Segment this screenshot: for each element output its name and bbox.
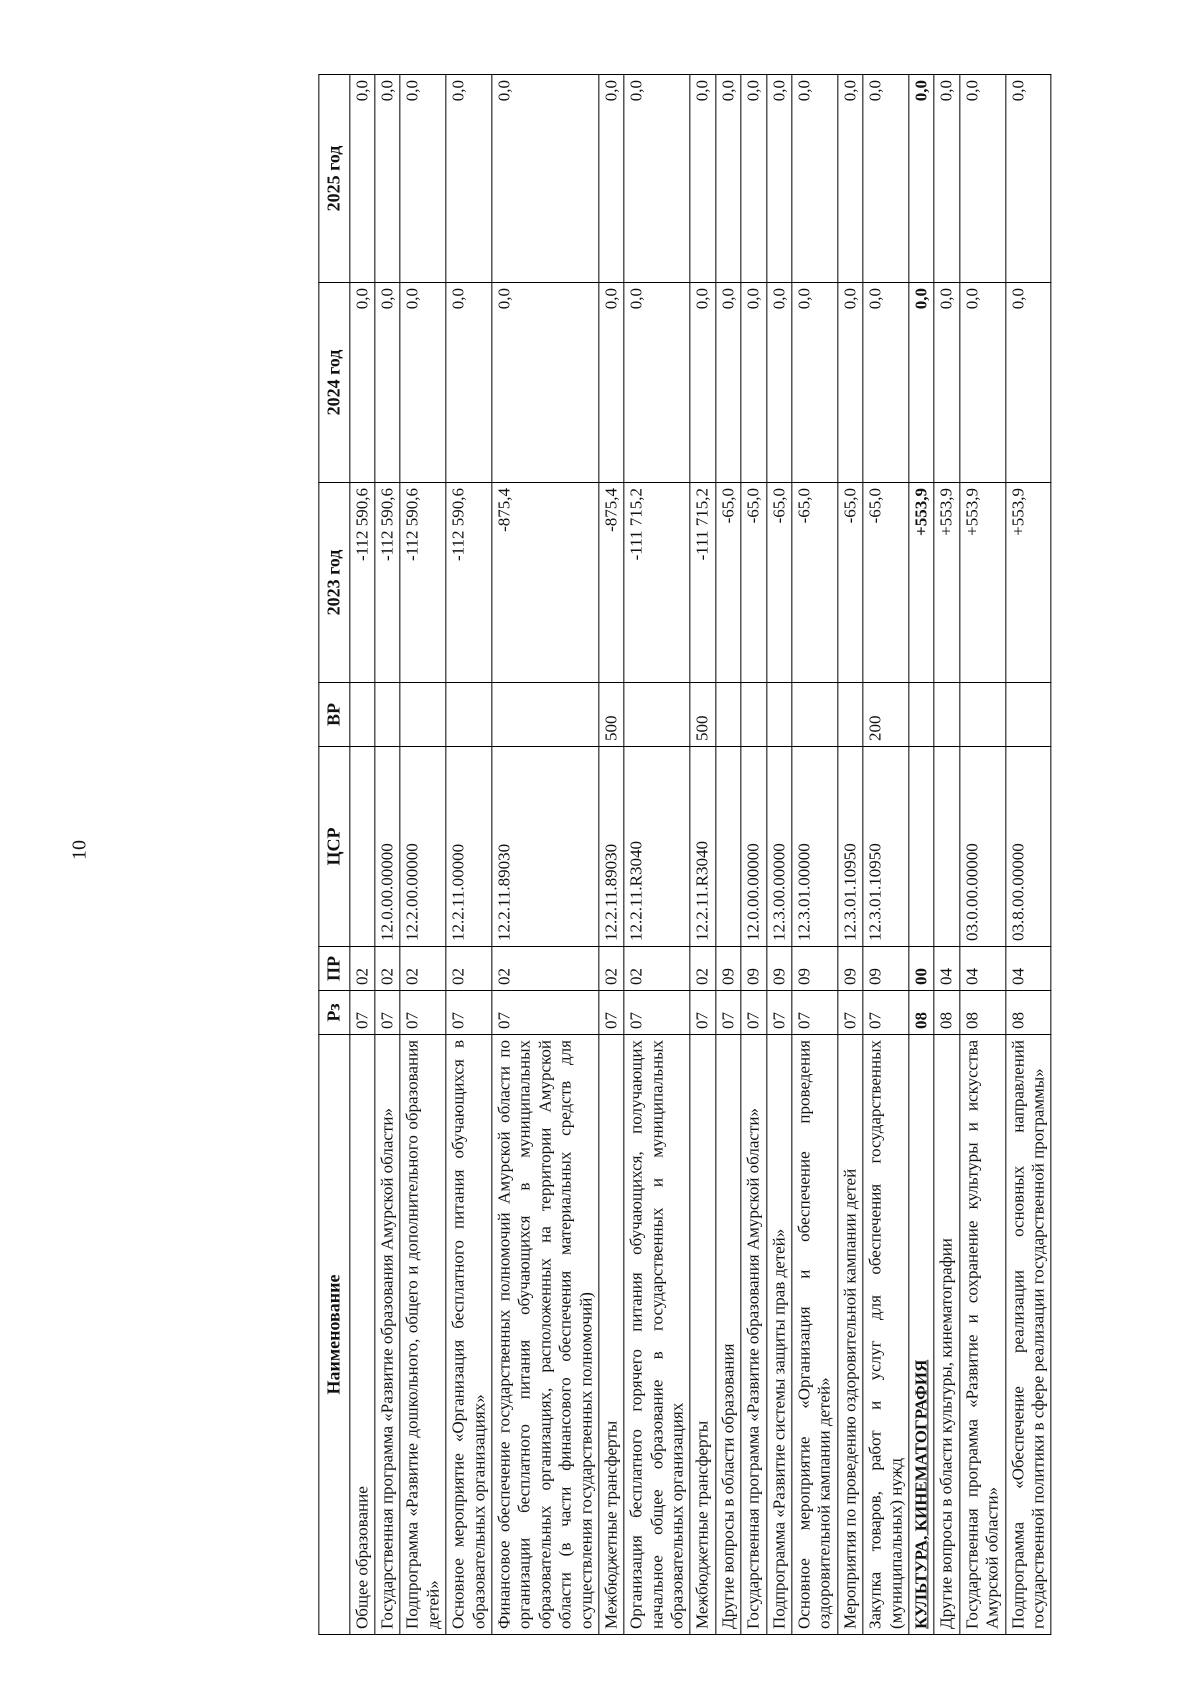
cell-2023: -65,0	[716, 483, 741, 683]
cell-pr: 09	[716, 947, 741, 991]
cell-vr	[792, 683, 838, 747]
header-2024: 2024 год	[319, 283, 350, 483]
cell-csr: 12.3.01.00000	[792, 747, 838, 947]
cell-rz: 08	[1005, 991, 1051, 1035]
cell-pr: 09	[741, 947, 766, 991]
cell-2024: 0,0	[766, 283, 791, 483]
table-row	[766, 75, 791, 1635]
header-csr: ЦСР	[319, 747, 350, 947]
cell-2025: 0,0	[1005, 75, 1051, 283]
cell-2025: 0,0	[400, 75, 446, 283]
cell-2023: +553,9	[934, 483, 959, 683]
cell-2023: -65,0	[766, 483, 791, 683]
cell-vr: 200	[863, 683, 909, 747]
header-vr: ВР	[319, 683, 350, 747]
cell-2025: 0,0	[741, 75, 766, 283]
cell-2024: 0,0	[349, 283, 374, 483]
cell-vr: 500	[599, 683, 624, 747]
table-row	[400, 75, 446, 1635]
cell-csr	[716, 747, 741, 947]
cell-csr: 12.2.11.89030	[599, 747, 624, 947]
cell-2024: 0,0	[1005, 283, 1051, 483]
cell-name: Подпрограмма «Обеспечение реализации основных направлений государственной политики в сфере реализации государственной программы»	[1005, 1035, 1051, 1635]
cell-pr: 04	[960, 947, 1006, 991]
cell-rz: 08	[909, 991, 934, 1035]
table-row	[349, 75, 374, 1635]
cell-vr	[400, 683, 446, 747]
cell-vr	[446, 683, 492, 747]
cell-2023: +553,9	[909, 483, 934, 683]
cell-vr	[960, 683, 1006, 747]
cell-vr	[716, 683, 741, 747]
cell-csr: 03.8.00.00000	[1005, 747, 1051, 947]
cell-rz: 07	[716, 991, 741, 1035]
cell-pr: 02	[624, 947, 690, 991]
cell-vr	[624, 683, 690, 747]
cell-rz: 07	[400, 991, 446, 1035]
cell-csr: 12.3.01.10950	[863, 747, 909, 947]
cell-rz: 08	[934, 991, 959, 1035]
cell-csr: 12.0.00.00000	[741, 747, 766, 947]
cell-2023: -875,4	[492, 483, 599, 683]
cell-2023: -65,0	[863, 483, 909, 683]
cell-2023: -65,0	[792, 483, 838, 683]
cell-2023: -111 715,2	[690, 483, 715, 683]
cell-name: Основное мероприятие «Организация бесплатного питания обучающихся в образовательных организациях»	[446, 1035, 492, 1635]
table-row	[741, 75, 766, 1635]
cell-2024: 0,0	[400, 283, 446, 483]
cell-2025: 0,0	[446, 75, 492, 283]
cell-name: Мероприятия по проведению оздоровительной кампании детей	[838, 1035, 863, 1635]
cell-rz: 07	[792, 991, 838, 1035]
cell-rz: 07	[766, 991, 791, 1035]
cell-name: Общее образование	[349, 1035, 374, 1635]
cell-rz: 07	[492, 991, 599, 1035]
cell-2025: 0,0	[909, 75, 934, 283]
cell-name: Подпрограмма «Развитие системы защиты прав детей»	[766, 1035, 791, 1635]
table-row	[492, 75, 599, 1635]
cell-2025: 0,0	[624, 75, 690, 283]
cell-2024: 0,0	[960, 283, 1006, 483]
cell-name: КУЛЬТУРА, КИНЕМАТОГРАФИЯ	[909, 1035, 934, 1635]
cell-csr: 12.2.11.R3040	[624, 747, 690, 947]
cell-rz: 07	[624, 991, 690, 1035]
cell-2024: 0,0	[792, 283, 838, 483]
budget-table-container	[318, 75, 1051, 1635]
cell-2024: 0,0	[741, 283, 766, 483]
cell-vr: 500	[690, 683, 715, 747]
cell-csr	[934, 747, 959, 947]
header-2023: 2023 год	[319, 483, 350, 683]
cell-vr	[766, 683, 791, 747]
cell-pr: 02	[349, 947, 374, 991]
cell-2025: 0,0	[863, 75, 909, 283]
cell-rz: 07	[599, 991, 624, 1035]
cell-pr: 02	[599, 947, 624, 991]
table-row	[863, 75, 909, 1635]
cell-name: Государственная программа «Развитие и сохранение культуры и искусства Амурской области»	[960, 1035, 1006, 1635]
cell-2023: +553,9	[960, 483, 1006, 683]
cell-2025: 0,0	[766, 75, 791, 283]
cell-2024: 0,0	[863, 283, 909, 483]
cell-pr: 02	[690, 947, 715, 991]
cell-2023: -65,0	[741, 483, 766, 683]
cell-pr: 00	[909, 947, 934, 991]
cell-csr: 12.2.11.R3040	[690, 747, 715, 947]
cell-2023: -112 590,6	[400, 483, 446, 683]
cell-csr: 12.2.00.00000	[400, 747, 446, 947]
cell-vr	[349, 683, 374, 747]
cell-name: Межбюджетные трансферты	[690, 1035, 715, 1635]
cell-2023: -65,0	[838, 483, 863, 683]
cell-2025: 0,0	[690, 75, 715, 283]
cell-pr: 02	[375, 947, 400, 991]
cell-rz: 07	[446, 991, 492, 1035]
table-header-row	[319, 75, 350, 1635]
table-row	[690, 75, 715, 1635]
cell-2024: 0,0	[492, 283, 599, 483]
header-pr: ПР	[319, 947, 350, 991]
cell-vr	[492, 683, 599, 747]
cell-csr: 03.0.00.00000	[960, 747, 1006, 947]
cell-2024: 0,0	[690, 283, 715, 483]
cell-2025: 0,0	[792, 75, 838, 283]
cell-2025: 0,0	[934, 75, 959, 283]
cell-vr	[375, 683, 400, 747]
table-row	[838, 75, 863, 1635]
cell-pr: 04	[1005, 947, 1051, 991]
cell-vr	[1005, 683, 1051, 747]
cell-2023: +553,9	[1005, 483, 1051, 683]
cell-2025: 0,0	[599, 75, 624, 283]
cell-2025: 0,0	[716, 75, 741, 283]
cell-2024: 0,0	[934, 283, 959, 483]
page-number: 10	[68, 840, 91, 860]
table-row	[792, 75, 838, 1635]
table-row	[934, 75, 959, 1635]
cell-pr: 09	[838, 947, 863, 991]
table-row	[624, 75, 690, 1635]
cell-name: Подпрограмма «Развитие дошкольного, общего и дополнительного образования детей»	[400, 1035, 446, 1635]
cell-rz: 07	[349, 991, 374, 1035]
table-row	[909, 75, 934, 1635]
cell-csr: 12.0.00.00000	[375, 747, 400, 947]
cell-vr	[934, 683, 959, 747]
table-row	[1005, 75, 1051, 1635]
cell-name: Финансовое обеспечение государственных полномочий Амурской области по организации бесплатного питания обучающихся в муниципальных образовательных организациях, расположенных на территории Амурской области (в части финансового обеспечения материальных средств для осуществления государственных полномочий)	[492, 1035, 599, 1635]
cell-csr: 12.3.01.10950	[838, 747, 863, 947]
cell-vr	[741, 683, 766, 747]
cell-name: Межбюджетные трансферты	[599, 1035, 624, 1635]
cell-csr: 12.2.11.89030	[492, 747, 599, 947]
cell-vr	[838, 683, 863, 747]
cell-2024: 0,0	[599, 283, 624, 483]
cell-2024: 0,0	[838, 283, 863, 483]
table-row	[960, 75, 1006, 1635]
cell-csr: 12.2.11.00000	[446, 747, 492, 947]
cell-name: Государственная программа «Развитие образования Амурской области»	[375, 1035, 400, 1635]
cell-csr	[909, 747, 934, 947]
table-body	[349, 75, 1051, 1635]
cell-rz: 07	[741, 991, 766, 1035]
cell-2023: -112 590,6	[349, 483, 374, 683]
cell-pr: 09	[792, 947, 838, 991]
table-row	[446, 75, 492, 1635]
cell-2023: -112 590,6	[375, 483, 400, 683]
cell-name: Государственная программа «Развитие образования Амурской области»	[741, 1035, 766, 1635]
cell-2024: 0,0	[909, 283, 934, 483]
cell-pr: 09	[863, 947, 909, 991]
cell-pr: 02	[492, 947, 599, 991]
cell-pr: 02	[400, 947, 446, 991]
cell-2023: -112 590,6	[446, 483, 492, 683]
cell-rz: 07	[690, 991, 715, 1035]
cell-2023: -111 715,2	[624, 483, 690, 683]
cell-name: Закупка товаров, работ и услуг для обеспечения государственных (муниципальных) нужд	[863, 1035, 909, 1635]
cell-pr: 09	[766, 947, 791, 991]
cell-2025: 0,0	[492, 75, 599, 283]
table-row	[599, 75, 624, 1635]
cell-2024: 0,0	[375, 283, 400, 483]
cell-2025: 0,0	[960, 75, 1006, 283]
cell-csr	[349, 747, 374, 947]
cell-2024: 0,0	[716, 283, 741, 483]
cell-vr	[909, 683, 934, 747]
table-row	[375, 75, 400, 1635]
budget-table	[318, 74, 1051, 1635]
cell-2024: 0,0	[446, 283, 492, 483]
cell-pr: 04	[934, 947, 959, 991]
cell-2025: 0,0	[838, 75, 863, 283]
cell-name: Организация бесплатного горячего питания обучающихся, получающих начальное общее образование в государственных и муниципальных образовательных организациях	[624, 1035, 690, 1635]
cell-name: Другие вопросы в области образования	[716, 1035, 741, 1635]
cell-csr: 12.3.00.00000	[766, 747, 791, 947]
cell-name: Другие вопросы в области культуры, кинематографии	[934, 1035, 959, 1635]
header-2025: 2025 год	[319, 75, 350, 283]
cell-rz: 07	[838, 991, 863, 1035]
cell-rz: 07	[375, 991, 400, 1035]
table-row	[716, 75, 741, 1635]
cell-2025: 0,0	[375, 75, 400, 283]
cell-name: Основное мероприятие «Организация и обеспечение проведения оздоровительной кампании детей»	[792, 1035, 838, 1635]
header-name: Наименование	[319, 1035, 350, 1635]
cell-pr: 02	[446, 947, 492, 991]
cell-rz: 08	[960, 991, 1006, 1035]
header-rz: Рз	[319, 991, 350, 1035]
cell-2023: -875,4	[599, 483, 624, 683]
cell-2025: 0,0	[349, 75, 374, 283]
cell-rz: 07	[863, 991, 909, 1035]
cell-2024: 0,0	[624, 283, 690, 483]
